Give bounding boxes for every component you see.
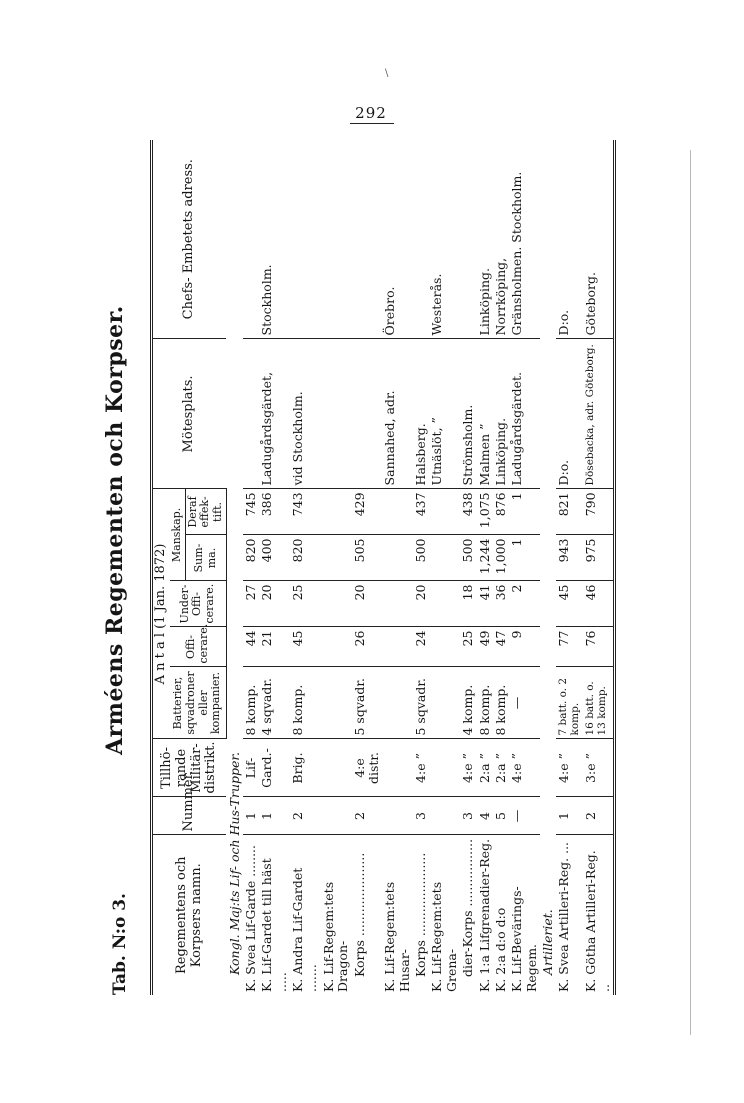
- page-number: 292: [355, 104, 387, 122]
- row-number: —: [509, 797, 540, 835]
- row-nco: 41: [477, 581, 493, 627]
- row-meeting: Strömsholm.: [460, 339, 476, 489]
- table-title: Arméens Regementen och Korpser.: [102, 305, 128, 755]
- row-district: 2:a ”: [493, 739, 509, 797]
- row-officers: 77: [556, 627, 582, 667]
- row-summa: 500: [460, 535, 476, 581]
- row-district: [321, 739, 352, 797]
- table-row: [460, 140, 476, 995]
- table-row: [352, 140, 383, 995]
- row-district: 3:e ”: [583, 739, 615, 797]
- row-district: Gard.-: [259, 739, 290, 797]
- row-name: K. Lif-Bevärings-Regem.: [509, 886, 539, 992]
- header-summa: Sum- ma.: [185, 535, 226, 581]
- section-guard: Kongl. Maj:ts Lif- och Hus-Trupper.: [226, 752, 242, 975]
- row-summa: 1: [509, 535, 540, 581]
- row-effective: 438: [460, 489, 476, 535]
- row-effective: 1: [509, 489, 540, 535]
- row-summa: [382, 535, 413, 581]
- row-effective: [429, 489, 460, 535]
- row-units: [321, 667, 352, 739]
- row-number: [321, 797, 352, 835]
- table-row: [509, 140, 540, 995]
- row-summa: [321, 535, 352, 581]
- header-effective: Deraf effek- tift.: [185, 489, 226, 535]
- row-meeting: [321, 339, 352, 489]
- row-meeting: Ladugårdsgärdet.: [509, 339, 540, 489]
- rotated-table-block: [102, 140, 650, 995]
- table-row: [583, 140, 615, 995]
- row-nco: 46: [583, 581, 615, 627]
- row-address: Westerås.: [429, 140, 460, 339]
- row-effective: 429: [352, 489, 383, 535]
- table-row: [259, 140, 290, 995]
- row-nco: 2: [509, 581, 540, 627]
- row-meeting: Sannahed, adr.: [382, 339, 413, 489]
- row-summa: [429, 535, 460, 581]
- row-units: 5 sqvadr.: [413, 667, 429, 739]
- row-meeting: Malmen ”: [477, 339, 493, 489]
- header-address: Chefs- Embetets adress.: [152, 140, 227, 339]
- table-row: [321, 140, 352, 995]
- row-units: 8 komp.: [477, 667, 493, 739]
- row-effective: 745: [243, 489, 259, 535]
- row-meeting: Dösebacka, adr. Göteborg.: [583, 339, 615, 489]
- row-effective: [321, 489, 352, 535]
- row-officers: 24: [413, 627, 429, 667]
- row-nco: 20: [413, 581, 429, 627]
- row-name: K. 2:a d:o d:o: [492, 907, 508, 992]
- row-effective: 876: [493, 489, 509, 535]
- row-units: 4 sqvadr.: [259, 667, 290, 739]
- row-officers: 49: [477, 627, 493, 667]
- row-district: Lif-: [243, 739, 259, 797]
- row-address: [413, 140, 429, 339]
- row-name: K. Andra Lif-Gardet .......: [290, 867, 320, 992]
- row-meeting: Linköping.: [493, 339, 509, 489]
- regiments-table: [150, 140, 616, 995]
- row-address: [290, 140, 321, 339]
- row-district: 4:e ”: [413, 739, 429, 797]
- row-summa: 505: [352, 535, 383, 581]
- table-row: [290, 140, 321, 995]
- row-name: K. Lif-Regem:tets Grena-: [429, 881, 459, 992]
- row-officers: 45: [290, 627, 321, 667]
- row-units: 8 komp.: [493, 667, 509, 739]
- row-officers: [382, 627, 413, 667]
- row-effective: 1,075: [477, 489, 493, 535]
- row-officers: [429, 627, 460, 667]
- row-address: [460, 140, 476, 339]
- row-units: 16 batt. o. 13 komp.: [583, 667, 615, 739]
- row-units: [429, 667, 460, 739]
- row-name: K. 1:a Lifgrenadier-Reg.: [476, 838, 492, 992]
- row-officers: 76: [583, 627, 615, 667]
- row-units: [382, 667, 413, 739]
- row-name: K. Svea Artilleri-Reg. ...: [556, 841, 572, 992]
- row-meeting: [352, 339, 383, 489]
- table-row: [413, 140, 429, 995]
- row-effective: [382, 489, 413, 535]
- row-number: 5: [493, 797, 509, 835]
- table-row: [477, 140, 493, 995]
- row-nco: [321, 581, 352, 627]
- row-nco: [382, 581, 413, 627]
- row-meeting: D:o.: [556, 339, 582, 489]
- header-manskap: Manskap.: [170, 489, 185, 581]
- row-district: 4:e distr.: [352, 739, 383, 797]
- row-name: K. Svea Lif-Garde ........: [242, 844, 258, 992]
- row-units: 8 komp.: [243, 667, 259, 739]
- row-summa: 820: [243, 535, 259, 581]
- header-district: Tillhö- rande Militär- distrikt.: [152, 739, 227, 797]
- row-meeting: vid Stockholm.: [290, 339, 321, 489]
- row-units: —: [509, 667, 540, 739]
- row-nco: 25: [290, 581, 321, 627]
- row-units: 5 sqvadr.: [352, 667, 383, 739]
- margin-line: [690, 150, 691, 1035]
- row-summa: 500: [413, 535, 429, 581]
- row-number: [382, 797, 413, 835]
- row-district: [429, 739, 460, 797]
- header-name: Regementens och Korpsers namn.: [152, 835, 227, 995]
- row-name: K. Lif-Gardet till häst .....: [259, 858, 289, 992]
- row-name: K. Götha Artilleri-Reg. ..: [583, 835, 615, 995]
- row-officers: 9: [509, 627, 540, 667]
- row-number: 1: [259, 797, 290, 835]
- row-number: 3: [460, 797, 476, 835]
- row-officers: 47: [493, 627, 509, 667]
- row-district: 4:e ”: [556, 739, 582, 797]
- row-nco: 36: [493, 581, 509, 627]
- row-units: 7 batt. o. 2 komp.: [556, 667, 582, 739]
- row-meeting: Ladugårdsgärdet,: [259, 339, 290, 489]
- row-officers: [321, 627, 352, 667]
- row-summa: 943: [556, 535, 582, 581]
- row-number: 1: [243, 797, 259, 835]
- header-meeting: Mötesplats.: [152, 339, 227, 489]
- row-units: 4 komp.: [460, 667, 476, 739]
- edge-mark: \: [385, 68, 389, 79]
- row-number: 4: [477, 797, 493, 835]
- row-name: dier-Korps .................: [460, 838, 476, 977]
- row-address: [352, 140, 383, 339]
- header-officers: Offi- cerare.: [170, 627, 226, 667]
- row-officers: 21: [259, 627, 290, 667]
- row-district: 2:a ”: [477, 739, 493, 797]
- row-district: 4:e ”: [509, 739, 540, 797]
- row-nco: 20: [352, 581, 383, 627]
- row-name: K. Lif-Regem:tets Husar-: [382, 881, 412, 992]
- row-number: [429, 797, 460, 835]
- row-name: Korps .....................: [413, 852, 428, 977]
- row-summa: 820: [290, 535, 321, 581]
- row-number: 3: [413, 797, 429, 835]
- row-summa: 400: [259, 535, 290, 581]
- row-name: Korps .....................: [351, 852, 367, 977]
- row-effective: 437: [413, 489, 429, 535]
- row-address: Gränsholmen. Stockholm.: [509, 140, 540, 339]
- row-officers: 26: [352, 627, 383, 667]
- row-meeting: Halsberg.: [413, 339, 429, 489]
- row-summa: 975: [583, 535, 615, 581]
- header-nco: Under- Offi- cerare.: [170, 581, 226, 627]
- row-district: Brig.: [290, 739, 321, 797]
- row-meeting: Utnäslöt, ”: [429, 339, 460, 489]
- row-district: [382, 739, 413, 797]
- row-address: Göteborg.: [583, 140, 615, 339]
- row-nco: [429, 581, 460, 627]
- row-address: D:o.: [556, 140, 582, 339]
- row-address: [243, 140, 259, 339]
- row-number: 2: [583, 797, 615, 835]
- table-row: [429, 140, 460, 995]
- table-row: [493, 140, 509, 995]
- table-row: [382, 140, 413, 995]
- row-summa: 1,000: [493, 535, 509, 581]
- section-artillery: Artilleriet.: [540, 909, 555, 975]
- row-nco: 27: [243, 581, 259, 627]
- page-number-rule: [350, 123, 394, 124]
- row-officers: 44: [243, 627, 259, 667]
- row-address: Örebro.: [382, 140, 413, 339]
- row-address: [321, 140, 352, 339]
- table-row: [556, 140, 582, 995]
- row-number: 1: [556, 797, 582, 835]
- row-summa: 1,244: [477, 535, 493, 581]
- row-meeting: [243, 339, 259, 489]
- row-effective: 821: [556, 489, 582, 535]
- row-nco: 20: [259, 581, 290, 627]
- row-officers: 25: [460, 627, 476, 667]
- table-row: [243, 140, 259, 995]
- row-units: 8 komp.: [290, 667, 321, 739]
- header-number: Nummer.: [152, 797, 227, 835]
- row-district: 4:e ”: [460, 739, 476, 797]
- row-address: Linköping.: [477, 140, 493, 339]
- row-effective: 743: [290, 489, 321, 535]
- row-number: 2: [352, 797, 383, 835]
- row-effective: 790: [583, 489, 615, 535]
- row-number: 2: [290, 797, 321, 835]
- table-number: Tab. N:o 3.: [110, 893, 130, 995]
- header-antal: A n t a l (1 Jan. 1872): [152, 489, 170, 739]
- row-name: K. Lif-Regem:tets Dragon-: [320, 881, 351, 992]
- row-nco: 18: [460, 581, 476, 627]
- row-address: Stockholm.: [259, 140, 290, 339]
- row-effective: 386: [259, 489, 290, 535]
- row-nco: 45: [556, 581, 582, 627]
- header-units: Batterier, sqvadroner eller kompanier.: [170, 667, 226, 739]
- row-address: Norrköping,: [493, 140, 509, 339]
